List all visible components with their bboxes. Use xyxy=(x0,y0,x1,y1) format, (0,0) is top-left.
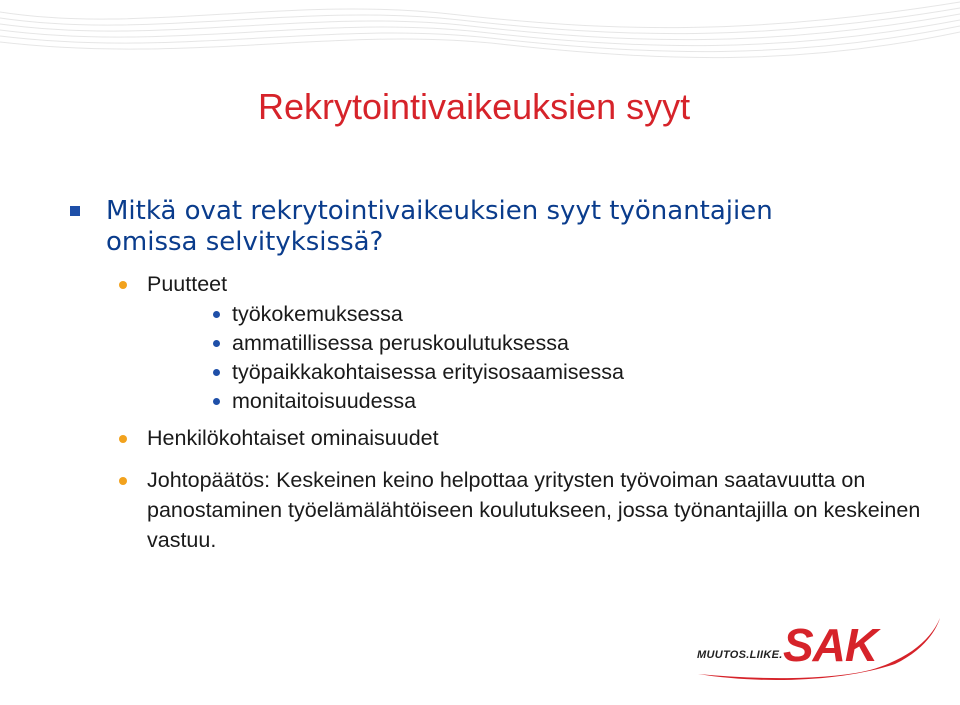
sub-list-item: työpaikkakohtaisessa erityisosaamisessa xyxy=(232,360,624,384)
square-bullet-icon xyxy=(70,206,80,216)
sak-logo-text: SAK xyxy=(783,619,878,671)
blue-bullet-icon xyxy=(213,311,220,318)
orange-bullet-icon xyxy=(119,435,127,443)
logo-tagline: MUUTOS.LIIKE. xyxy=(697,649,783,661)
sub-list-item: työkokemuksessa xyxy=(232,302,403,326)
list-item: Henkilökohtaiset ominaisuudet xyxy=(147,426,439,450)
decorative-wave-pattern xyxy=(0,0,960,80)
sub-list-item: ammatillisessa peruskoulutuksessa xyxy=(232,331,569,355)
sub-list-item: monitaitoisuudessa xyxy=(232,389,417,413)
conclusion-text: Johtopäätös: Keskeinen keino helpottaa yritysten työvoiman saatavuutta on panostaminen työelämälähtöiseen koulutukseen, jossa työnantajilla on keskeinen vastuu. xyxy=(147,468,921,552)
blue-bullet-icon xyxy=(213,369,220,376)
question-text: Mitkä ovat rekrytointivaikeuksien syyt työnantajien omissa selvityksissä? xyxy=(106,196,773,257)
blue-bullet-icon xyxy=(213,340,220,347)
list-item: Puutteet xyxy=(147,272,228,296)
orange-bullet-icon xyxy=(119,477,127,485)
blue-bullet-icon xyxy=(213,398,220,405)
orange-bullet-icon xyxy=(119,281,127,289)
slide-title: Rekrytointivaikeuksien syyt xyxy=(258,86,691,127)
